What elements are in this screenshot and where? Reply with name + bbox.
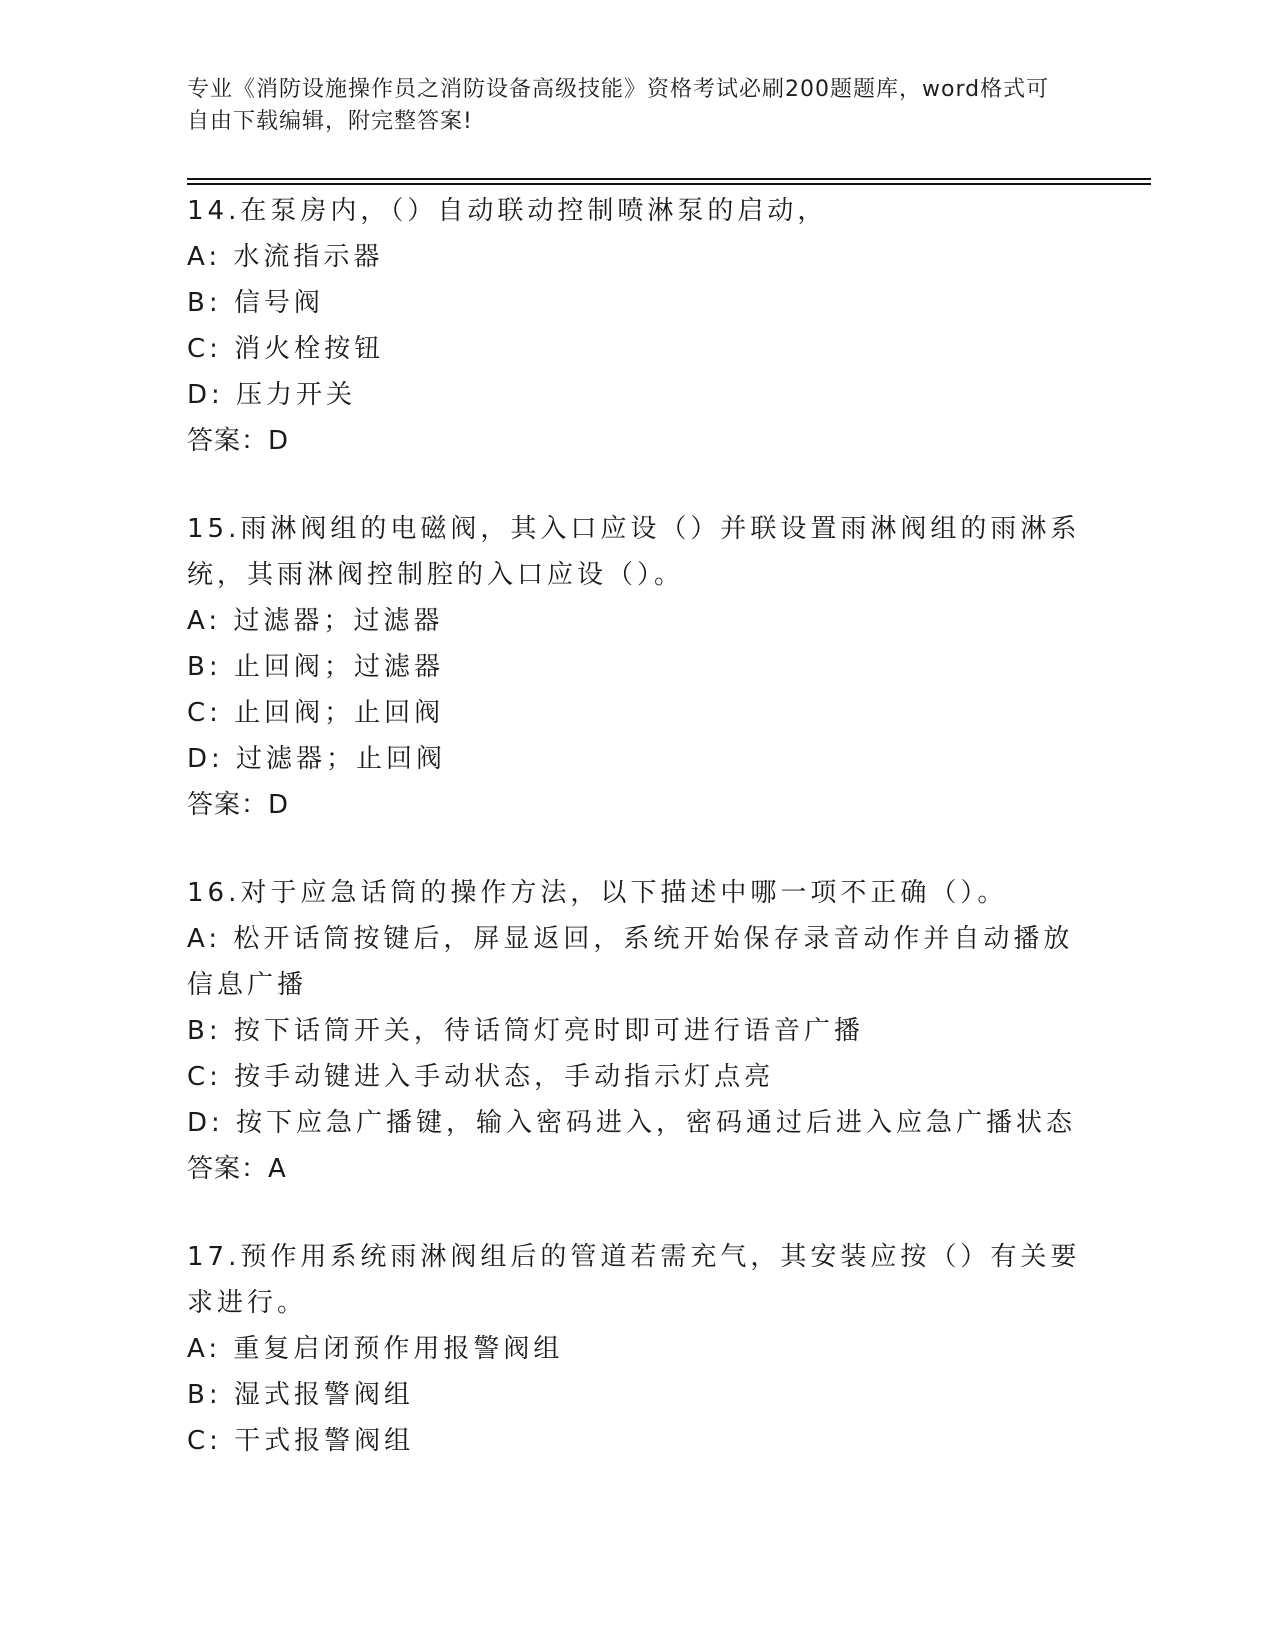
option-b: B: 按下话筒开关，待话筒灯亮时即可进行语音广播 <box>187 1016 864 1046</box>
option-a: A: 松开话筒按键后，屏显返回，系统开始保存录音动作并自动播放信息广播 <box>187 924 1074 1000</box>
option-a: A: 水流指示器 <box>187 242 384 272</box>
question-17 <box>187 1234 1087 1464</box>
answer-line: 答案：A <box>187 1154 287 1184</box>
option-b: B: 止回阀；过滤器 <box>187 652 444 682</box>
option-c: C: 按手动键进入手动状态，手动指示灯点亮 <box>187 1062 775 1092</box>
option-d: D: 按下应急广播键，输入密码进入，密码通过后进入应急广播状态 <box>187 1108 1077 1138</box>
question-stem: 16.对于应急话筒的操作方法，以下描述中哪一项不正确（）。 <box>187 878 1008 908</box>
option-d: D: 过滤器；止回阀 <box>187 744 447 774</box>
question-14 <box>187 188 1087 464</box>
header-divider-bottom <box>187 183 1151 185</box>
question-list <box>187 188 1087 1506</box>
answer-line: 答案：D <box>187 426 290 456</box>
option-c: C: 消火栓按钮 <box>187 334 385 364</box>
option-c: C: 干式报警阀组 <box>187 1426 415 1456</box>
option-b: B: 信号阀 <box>187 288 324 318</box>
question-stem: 14.在泵房内，（）自动联动控制喷淋泵的启动， <box>187 196 828 226</box>
question-15 <box>187 506 1087 828</box>
question-16 <box>187 870 1087 1192</box>
document-header: 专业《消防设施操作员之消防设备高级技能》资格考试必刷200题题库，word格式可自由下载编辑，附完整答案! <box>187 77 1050 134</box>
option-b: B: 湿式报警阀组 <box>187 1380 414 1410</box>
option-d: D: 压力开关 <box>187 380 357 410</box>
header-divider-top <box>187 178 1151 180</box>
answer-line: 答案：D <box>187 790 290 820</box>
option-a: A: 过滤器；过滤器 <box>187 606 444 636</box>
option-a: A: 重复启闭预作用报警阀组 <box>187 1334 564 1364</box>
question-stem: 15.雨淋阀组的电磁阀，其入口应设（）并联设置雨淋阀组的雨淋系统，其雨淋阀控制腔的入口应设（）。 <box>187 514 1081 590</box>
question-stem: 17.预作用系统雨淋阀组后的管道若需充气，其安装应按（）有关要求进行。 <box>187 1242 1081 1318</box>
option-c: C: 止回阀；止回阀 <box>187 698 445 728</box>
